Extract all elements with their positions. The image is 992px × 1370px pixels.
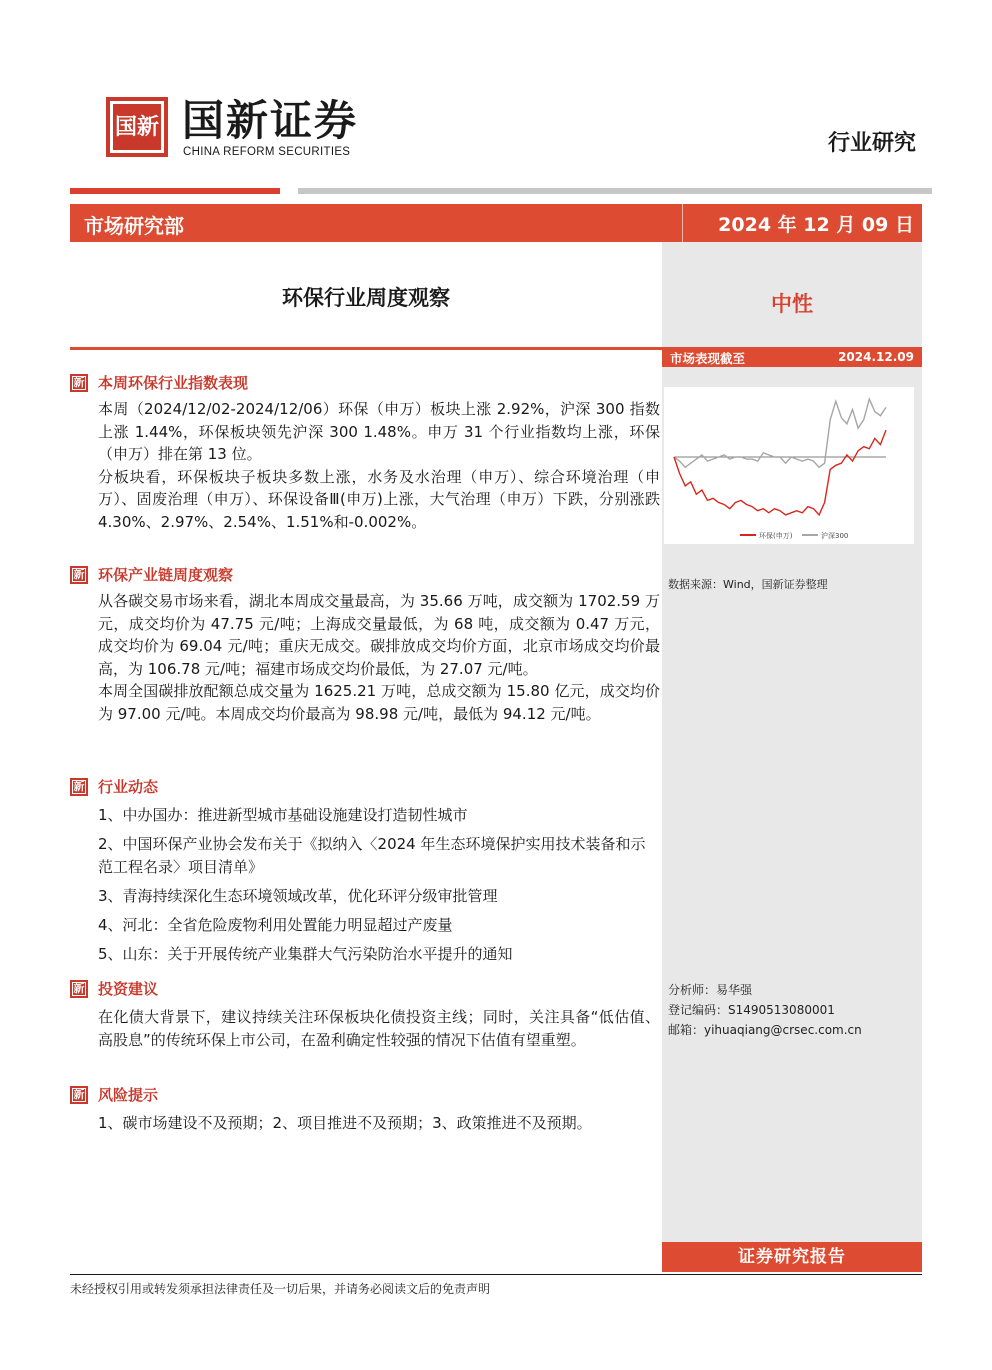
title-rule — [70, 347, 662, 350]
paragraph: 本周（2024/12/02-2024/12/06）环保（申万）板块上涨 2.92%，沪深 300 指数上涨 1.44%，环保板块领先沪深 300 1.48%。申万 31 个行业指数均上涨，环保（申万）排在第 13 位。 — [98, 400, 660, 463]
department-label: 市场研究部 — [84, 214, 184, 238]
brand-name-en: CHINA REFORM SECURITIES — [183, 146, 351, 158]
news-item: 2、中国环保产业协会发布关于《拟纳入〈2024 年生态环境保护实用技术装备和示范工程名录〉项目清单》 — [98, 835, 646, 876]
header-rule-grey — [298, 188, 932, 194]
section-bullet-icon: 新 — [70, 566, 88, 584]
analyst-info — [668, 980, 862, 1040]
section-title: 投资建议 — [98, 980, 159, 998]
market-performance-bar — [662, 347, 922, 367]
company-logo — [106, 97, 168, 157]
news-item: 4、河北：全省危险废物利用处置能力明显超过产废量 — [98, 916, 453, 934]
paragraph: 1、碳市场建设不及预期；2、项目推进不及预期；3、政策推进不及预期。 — [98, 1114, 592, 1132]
section-header — [70, 776, 660, 798]
paragraph: 在化债大背景下，建议持续关注环保板块化债投资主线；同时，关注具备“低估值、高股息”的传统环保上市公司，在盈利确定性较强的情况下估值有望重塑。 — [98, 1008, 660, 1049]
news-item: 3、青海持续深化生态环境领域改革，优化环评分级审批管理 — [98, 887, 498, 905]
chart-legend-label: 沪深300 — [821, 532, 849, 540]
analyst-email[interactable]: 邮箱：yihuaqiang@crsec.com.cn — [668, 1023, 862, 1037]
market-performance-label: 市场表现截至 — [670, 351, 746, 366]
section-title: 环保产业链周度观察 — [98, 566, 234, 584]
paragraph: 本周全国碳排放配额总成交量为 1625.21 万吨，总成交额为 15.80 亿元，成交均价为 97.00 元/吨。本周成交均价最高为 98.98 元/吨，最低为 94.12 元/吨。 — [98, 682, 660, 723]
section-bullet-icon: 新 — [70, 778, 88, 796]
market-performance-date: 2024.12.09 — [838, 350, 914, 364]
section-bullet-icon: 新 — [70, 980, 88, 998]
section-title: 本周环保行业指数表现 — [98, 374, 249, 392]
section-title: 风险提示 — [98, 1086, 159, 1104]
chart-svg — [664, 387, 914, 544]
footer-rule — [70, 1274, 922, 1275]
section-header — [70, 978, 660, 1000]
section-investment-advice — [70, 978, 660, 1051]
section-risk-warning — [70, 1084, 660, 1135]
banner-divider — [682, 204, 683, 242]
chart-legend-label: 环保(申万) — [759, 532, 793, 540]
section-header — [70, 1084, 660, 1106]
section-title: 行业动态 — [98, 778, 159, 796]
market-performance-chart — [664, 387, 914, 544]
logo-glyph: 国新 — [110, 101, 164, 153]
brand-name-cn: 国新证券 — [182, 96, 359, 145]
section-industry-news — [70, 776, 660, 966]
news-item: 5、山东：关于开展传统产业集群大气污染防治水平提升的通知 — [98, 945, 513, 963]
report-type-bar: 证券研究报告 — [662, 1242, 922, 1272]
news-item: 1、中办国办：推进新型城市基础设施建设打造韧性城市 — [98, 806, 468, 824]
section-bullet-icon: 新 — [70, 374, 88, 392]
rating-label: 中性 — [771, 291, 813, 316]
analyst-reg-no: 登记编码：S1490513080001 — [668, 1003, 835, 1017]
chart-series-line — [674, 430, 886, 515]
data-source: 数据来源：Wind，国新证券整理 — [668, 578, 828, 591]
header-rule-red — [70, 188, 280, 194]
section-bullet-icon: 新 — [70, 1086, 88, 1104]
section-index-performance — [70, 372, 660, 533]
analyst-name: 分析师：易华强 — [668, 983, 753, 997]
section-header — [70, 372, 660, 394]
document-type: 行业研究 — [827, 130, 916, 156]
report-date: 2024 年 12 月 09 日 — [718, 214, 914, 236]
section-header — [70, 564, 660, 586]
page-title: 环保行业周度观察 — [282, 285, 450, 310]
footer-disclaimer: 未经授权引用或转发须承担法律责任及一切后果，并请务必阅读文后的免责声明 — [70, 1282, 491, 1296]
paragraph: 分板块看，环保板块子板块多数上涨，水务及水治理（申万）、综合环境治理（申万）、固废治理（申万）、环保设备Ⅲ(申万)上涨，大气治理（申万）下跌，分别涨跌 4.30%、2.97%、2.54%、1.51%和-0.002%。 — [98, 467, 660, 531]
section-industry-chain — [70, 564, 660, 725]
paragraph: 从各碳交易市场来看，湖北本周成交量最高，为 35.66 万吨，成交额为 1702.59 万元，成交均价为 47.75 元/吨；上海成交量最低，为 68 吨，成交额为 0.47 万元，成交均价为 69.04 元/吨；重庆无成交。碳排放成交均价方面，北京市场成交均价最高，为 106.78 元/吨；福建市场成交均价最低，为 27.07 元/吨。 — [98, 592, 660, 678]
